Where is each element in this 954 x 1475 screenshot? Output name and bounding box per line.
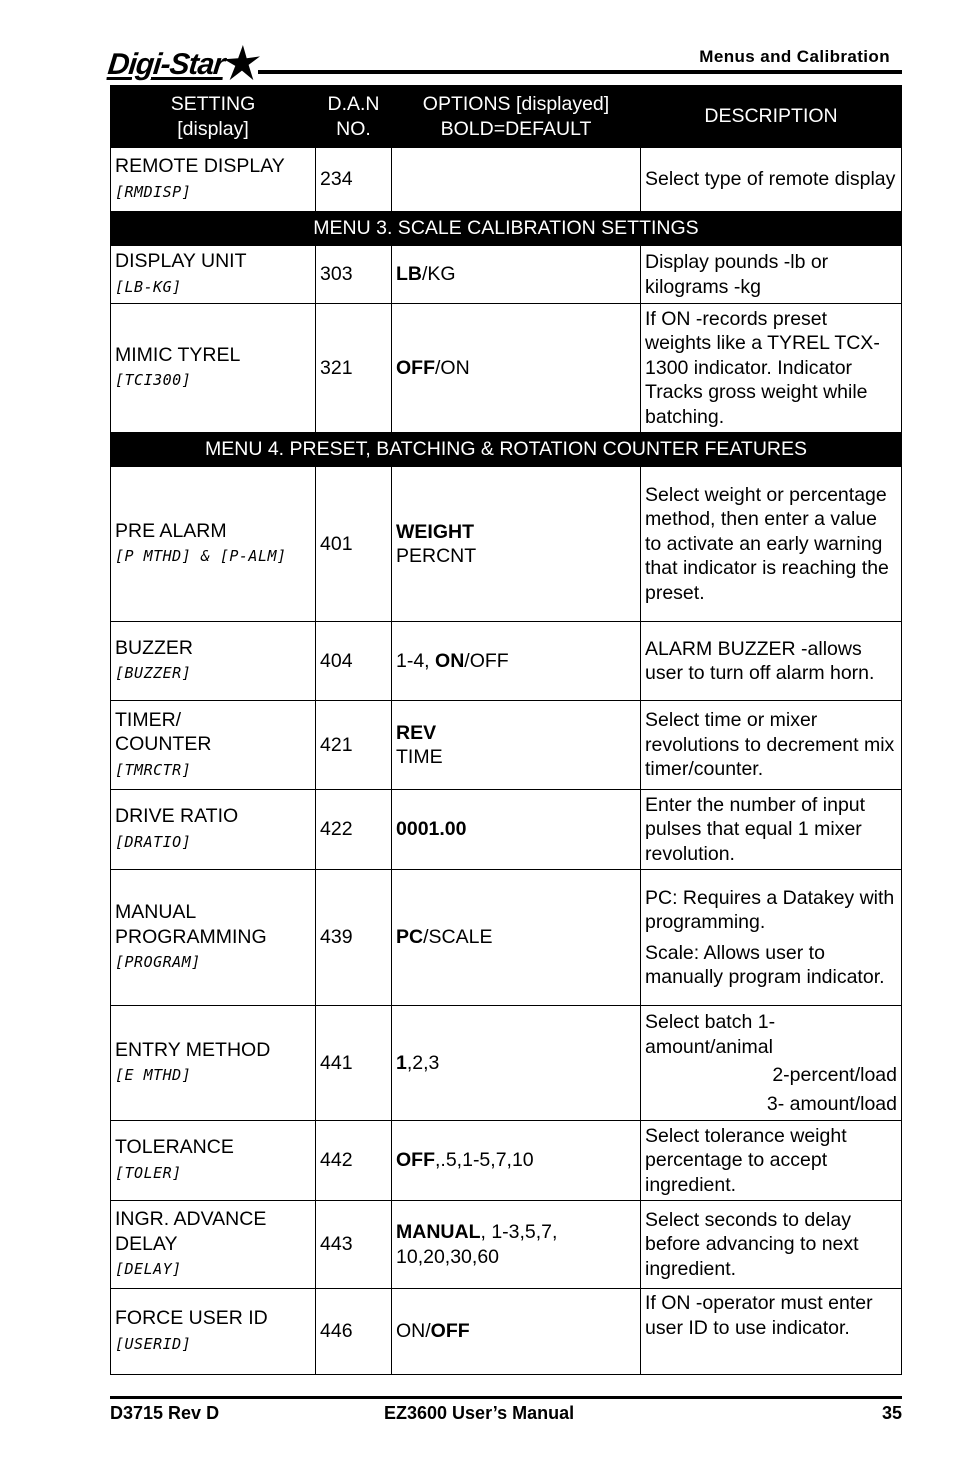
page-number: 35: [881, 1403, 902, 1423]
doc-number: D3715 Rev D: [110, 1403, 220, 1423]
other-options: /OFF: [464, 649, 509, 672]
settings-table: [110, 85, 902, 1375]
display-code: [TCI300]: [115, 371, 192, 390]
table-row: [111, 304, 902, 433]
star-icon: [222, 44, 260, 82]
default-option: REV: [396, 721, 437, 744]
column-header-dan: D.A.N NO.: [316, 86, 392, 148]
default-option: OFF: [396, 356, 435, 379]
setting-cell: [111, 467, 316, 622]
display-code: [TOLER]: [115, 1163, 182, 1182]
setting-cell: [111, 622, 316, 701]
setting-name: PRE ALARM: [115, 519, 227, 542]
setting-cell: [111, 246, 316, 304]
default-option: 0001.00: [396, 818, 467, 841]
setting-name: PROGRAMMING: [115, 925, 267, 948]
other-options: ,2,3: [406, 1051, 440, 1074]
section-title: Menus and Calibration: [699, 47, 890, 66]
setting-cell: [111, 304, 316, 433]
table-row: [111, 1201, 902, 1289]
column-header-description: DESCRIPTION: [641, 86, 902, 148]
description-cell: Select time or mixer revolutions to decrement mix timer/counter.: [641, 701, 902, 790]
dan-cell: 321: [316, 304, 392, 433]
default-option: OFF: [430, 1320, 470, 1343]
options-cell: [392, 870, 641, 1006]
logo-text: Digi-Star: [106, 48, 226, 81]
description-cell: Select seconds to delay before advancing to next ingredient.: [641, 1201, 902, 1289]
other-options: /SCALE: [423, 926, 493, 949]
default-option: OFF: [396, 1149, 435, 1172]
dan-cell: 421: [316, 701, 392, 790]
description-cell: Select tolerance weight percentage to accept ingredient.: [641, 1121, 902, 1201]
description-line: 2-percent/load: [772, 1064, 897, 1086]
setting-cell: [111, 1201, 316, 1289]
options-cell: [392, 246, 641, 304]
setting-name: BUZZER: [115, 636, 193, 659]
description-line: 3- amount/load: [766, 1092, 897, 1115]
display-code: [BUZZER]: [115, 664, 192, 683]
options-cell: [392, 1289, 641, 1375]
setting-name: MANUAL: [115, 901, 197, 923]
setting-name: TOLERANCE: [115, 1136, 234, 1159]
default-option: LB: [396, 263, 422, 286]
display-code: [LB-KG]: [115, 277, 182, 296]
setting-cell: [111, 1006, 316, 1121]
table-row: [111, 467, 902, 622]
setting-name: REMOTE DISPLAY: [115, 155, 285, 178]
dan-cell: 401: [316, 467, 392, 622]
display-code: [E MTHD]: [115, 1066, 192, 1085]
setting-cell: [111, 1121, 316, 1201]
description-cell: If ON -records preset weights like a TYREL TCX-1300 indicator. Indicator Tracks gross weight while batching.: [641, 304, 902, 433]
display-code: [PROGRAM]: [115, 953, 201, 971]
options-cell: [392, 467, 641, 622]
setting-cell: [111, 701, 316, 790]
table-row: [111, 148, 902, 212]
dan-cell: 422: [316, 790, 392, 870]
options-cell: [392, 1006, 641, 1121]
description-pc: PC: Requires a Datakey with programming.: [645, 886, 895, 933]
setting-name: TIMER/: [115, 708, 182, 731]
setting-name: FORCE USER ID: [115, 1307, 268, 1330]
menu-heading-row: [111, 433, 902, 467]
option-prefix: 1-4,: [396, 649, 436, 672]
table-row: [111, 1121, 902, 1201]
dan-cell: 439: [316, 870, 392, 1006]
dan-cell: 441: [316, 1006, 392, 1121]
setting-name: INGR. ADVANCE: [115, 1208, 267, 1230]
menu-heading-row: [111, 212, 902, 246]
header-rule: [258, 70, 902, 74]
setting-cell: [111, 148, 316, 212]
other-options: /KG: [422, 263, 456, 286]
table-row: [111, 1289, 902, 1375]
dan-cell: 442: [316, 1121, 392, 1201]
description-cell: [641, 870, 902, 1006]
table-row: [111, 701, 902, 790]
footer-rule: [110, 1396, 902, 1399]
display-code: [RMDISP]: [115, 182, 192, 201]
setting-name: COUNTER: [115, 733, 212, 755]
menu-heading: MENU 3. SCALE CALIBRATION SETTINGS: [111, 212, 902, 246]
setting-name: MIMIC TYREL: [115, 343, 241, 366]
other-options: , 1-3,5,7, 10,20,30,60: [396, 1221, 558, 1268]
dan-cell: 234: [316, 148, 392, 212]
column-header-setting: SETTING [display]: [111, 86, 316, 148]
dan-cell: 443: [316, 1201, 392, 1289]
default-option: PC: [396, 926, 424, 949]
default-option: ON: [435, 649, 465, 672]
dan-cell: 404: [316, 622, 392, 701]
table-row: [111, 870, 902, 1006]
dan-cell: 303: [316, 246, 392, 304]
default-option: WEIGHT: [396, 520, 474, 543]
table-row: [111, 246, 902, 304]
default-option: MANUAL: [396, 1221, 481, 1243]
options-cell: [392, 790, 641, 870]
display-code: [P MTHD] & [P-ALM]: [115, 547, 287, 566]
description-cell: Select weight or percentage method, then enter a value to activate an early warning that indicator is reaching the preset.: [641, 467, 902, 622]
description-line: Select batch 1-amount/animal: [645, 1011, 776, 1058]
description-cell: Enter the number of input pulses that equal 1 mixer revolution.: [641, 790, 902, 870]
default-option: 1: [396, 1051, 407, 1074]
display-code: [DRATIO]: [115, 832, 192, 851]
description-cell: ALARM BUZZER -allows user to turn off alarm horn.: [641, 622, 902, 701]
description-cell: If ON -operator must enter user ID to use indicator.: [641, 1289, 902, 1375]
other-options: ,.5,1-5,7,10: [435, 1149, 534, 1172]
table-header-row: [111, 86, 902, 148]
display-code: [TMRCTR]: [115, 760, 192, 779]
description-cell: [641, 1006, 902, 1121]
other-options: PERCNT: [396, 545, 477, 567]
description-cell: Select type of remote display: [641, 148, 902, 212]
setting-name: ENTRY METHOD: [115, 1038, 271, 1061]
setting-name: DISPLAY UNIT: [115, 250, 247, 273]
options-cell: [392, 622, 641, 701]
manual-title: EZ3600 User’s Manual: [384, 1403, 575, 1423]
options-cell: [392, 1121, 641, 1201]
table-row: [111, 1006, 902, 1121]
column-header-options: OPTIONS [displayed] BOLD=DEFAULT: [392, 86, 641, 148]
options-cell: [392, 148, 641, 212]
setting-cell: [111, 870, 316, 1006]
options-cell: [392, 1201, 641, 1289]
setting-cell: [111, 1289, 316, 1375]
option-prefix: ON/: [396, 1320, 431, 1343]
options-cell: [392, 304, 641, 433]
other-options: TIME: [396, 746, 443, 768]
display-code: [DELAY]: [115, 1260, 182, 1278]
table-row: [111, 790, 902, 870]
dan-cell: 446: [316, 1289, 392, 1375]
setting-name: DELAY: [115, 1232, 178, 1255]
digi-star-logo: [108, 44, 260, 80]
setting-name: DRIVE RATIO: [115, 805, 239, 828]
other-options: /ON: [435, 356, 470, 379]
description-cell: Display pounds -lb or kilograms -kg: [641, 246, 902, 304]
display-code: [USERID]: [115, 1334, 192, 1353]
setting-cell: [111, 790, 316, 870]
description-scale: Scale: Allows user to manually program indicator.: [645, 941, 885, 988]
menu-heading: MENU 4. PRESET, BATCHING & ROTATION COUNTER FEATURES: [111, 433, 902, 467]
table-row: [111, 622, 902, 701]
options-cell: [392, 701, 641, 790]
